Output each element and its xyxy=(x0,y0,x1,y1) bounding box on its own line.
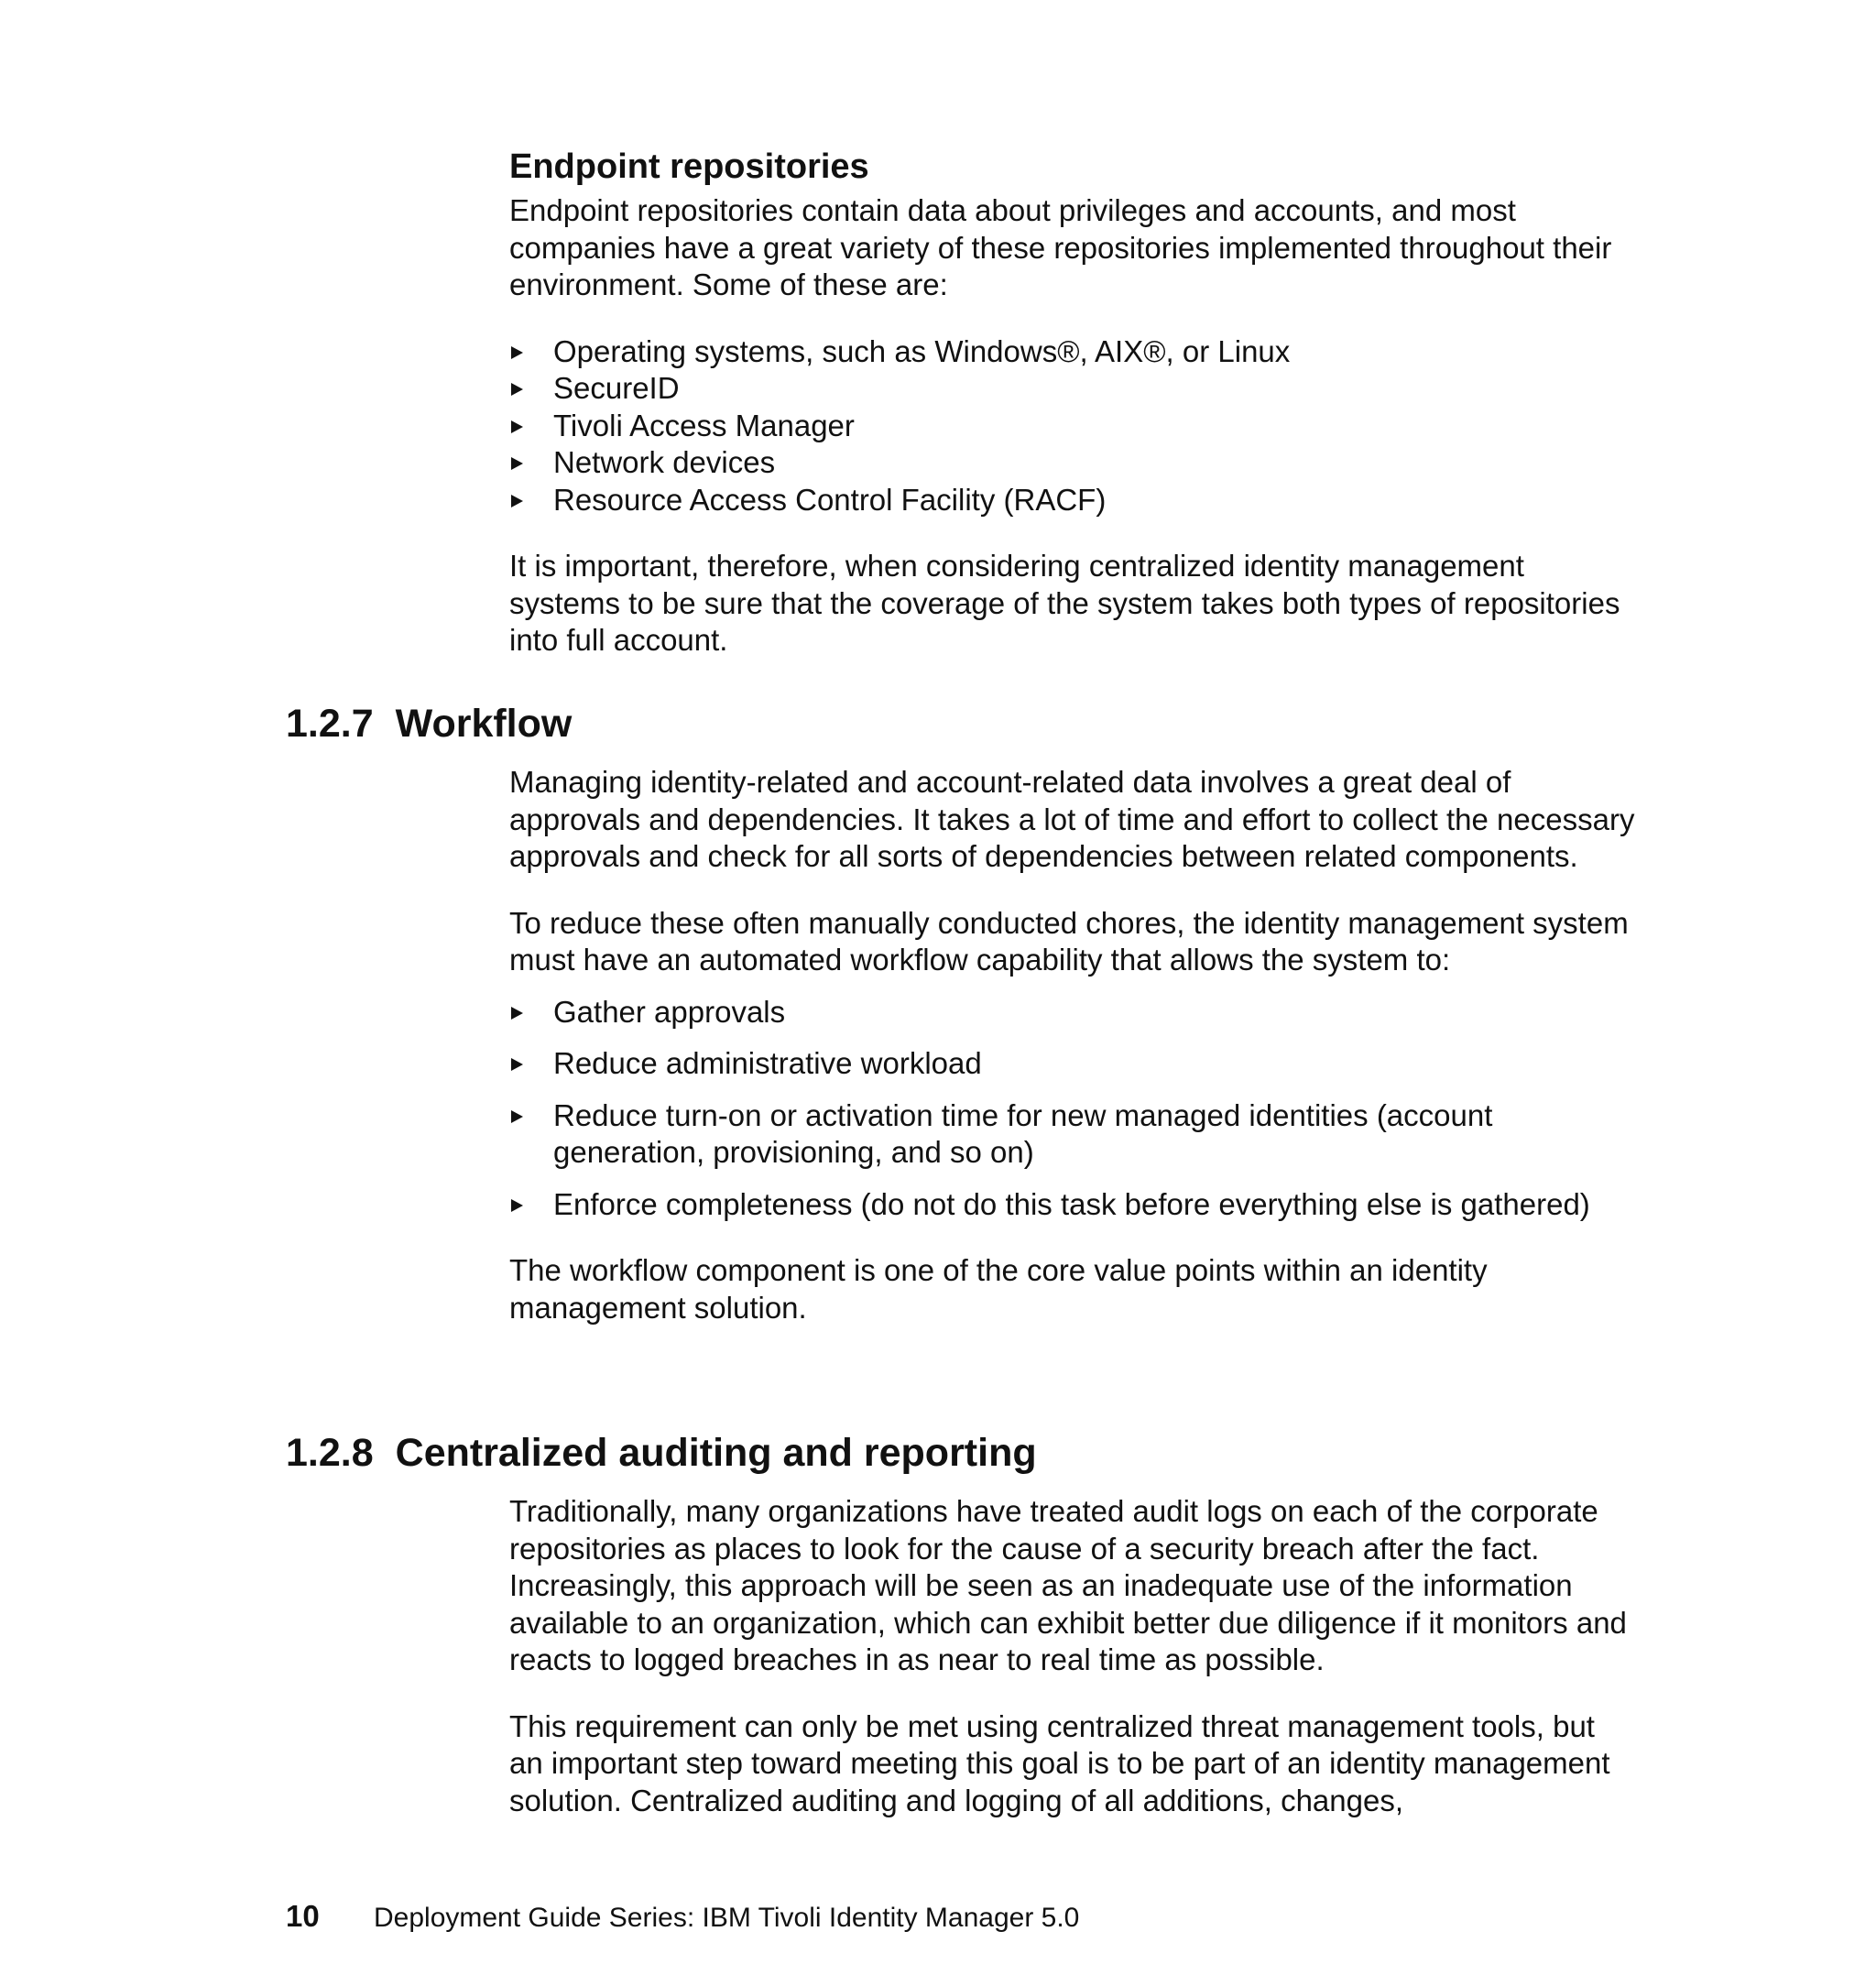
triangle-bullet-icon xyxy=(511,420,523,433)
endpoint-intro-paragraph: Endpoint repositories contain data about privileges and accounts, and most companies have a great variety of these repositories implemented throughout their environment. Some of these are: xyxy=(509,193,1612,301)
triangle-bullet-icon xyxy=(511,1110,523,1123)
workflow-block xyxy=(509,764,1636,1356)
section-heading-auditing xyxy=(286,1429,1037,1477)
workflow-capability-list xyxy=(509,994,1636,1224)
section-title: Centralized auditing and reporting xyxy=(395,1431,1037,1475)
page-footer xyxy=(286,1898,1079,1937)
list-item: Network devices xyxy=(509,444,1636,482)
triangle-bullet-icon xyxy=(511,1199,523,1212)
auditing-paragraph-1: Traditionally, many organizations have treated audit logs on each of the corporate repositories as places to look for the cause of a security breach after the fact. Increasingly, this approach will be seen as an inadequate use of the information available to an organization, which can exhibit better due diligence if it monitors and reacts to logged breaches in as near to real time as possible. xyxy=(509,1494,1627,1676)
list-item: Reduce administrative workload xyxy=(509,1045,1636,1083)
section-title: Workflow xyxy=(395,702,573,746)
endpoint-conclusion-paragraph: It is important, therefore, when considering centralized identity management systems to be sure that the coverage of the system takes both types of repositories into full account. xyxy=(509,549,1620,657)
list-item: SecureID xyxy=(509,370,1636,408)
workflow-paragraph-2: To reduce these often manually conducted chores, the identity management system must have an automated workflow capability that allows the system to: xyxy=(509,905,1629,977)
list-item: Gather approvals xyxy=(509,994,1636,1031)
book-title: Deployment Guide Series: IBM Tivoli Identity Manager 5.0 xyxy=(374,1903,1080,1933)
workflow-paragraph-1: Managing identity-related and account-related data involves a great deal of approvals and dependencies. It takes a lot of time and effort to collect the necessary approvals and check for all sorts of dependencies between related components. xyxy=(509,765,1635,873)
triangle-bullet-icon xyxy=(511,495,523,507)
triangle-bullet-icon xyxy=(511,1058,523,1071)
list-item: Operating systems, such as Windows®, AIX®, or Linux xyxy=(509,333,1636,371)
endpoint-repositories-block xyxy=(509,145,1636,689)
workflow-paragraph-3: The workflow component is one of the core value points within an identity management solution. xyxy=(509,1253,1488,1325)
endpoint-repositories-heading: Endpoint repositories xyxy=(509,147,869,186)
list-item: Resource Access Control Facility (RACF) xyxy=(509,482,1636,519)
page-number: 10 xyxy=(286,1899,320,1933)
section-number: 1.2.8 xyxy=(286,1431,374,1475)
section-heading-workflow xyxy=(286,700,572,747)
auditing-block xyxy=(509,1493,1636,1849)
triangle-bullet-icon xyxy=(511,457,523,470)
auditing-paragraph-2: This requirement can only be met using centralized threat management tools, but an important step toward meeting this goal is to be part of an identity management solution. Centralized auditing and logging of all additions, changes, xyxy=(509,1708,1610,1817)
triangle-bullet-icon xyxy=(511,383,523,396)
endpoint-repository-list xyxy=(509,333,1636,519)
section-number: 1.2.7 xyxy=(286,702,374,746)
list-item: Tivoli Access Manager xyxy=(509,408,1636,445)
list-item: Enforce completeness (do not do this task before everything else is gathered) xyxy=(509,1186,1636,1224)
triangle-bullet-icon xyxy=(511,346,523,359)
triangle-bullet-icon xyxy=(511,1007,523,1020)
list-item: Reduce turn-on or activation time for new managed identities (account generation, provisioning, and so on) xyxy=(509,1097,1636,1172)
